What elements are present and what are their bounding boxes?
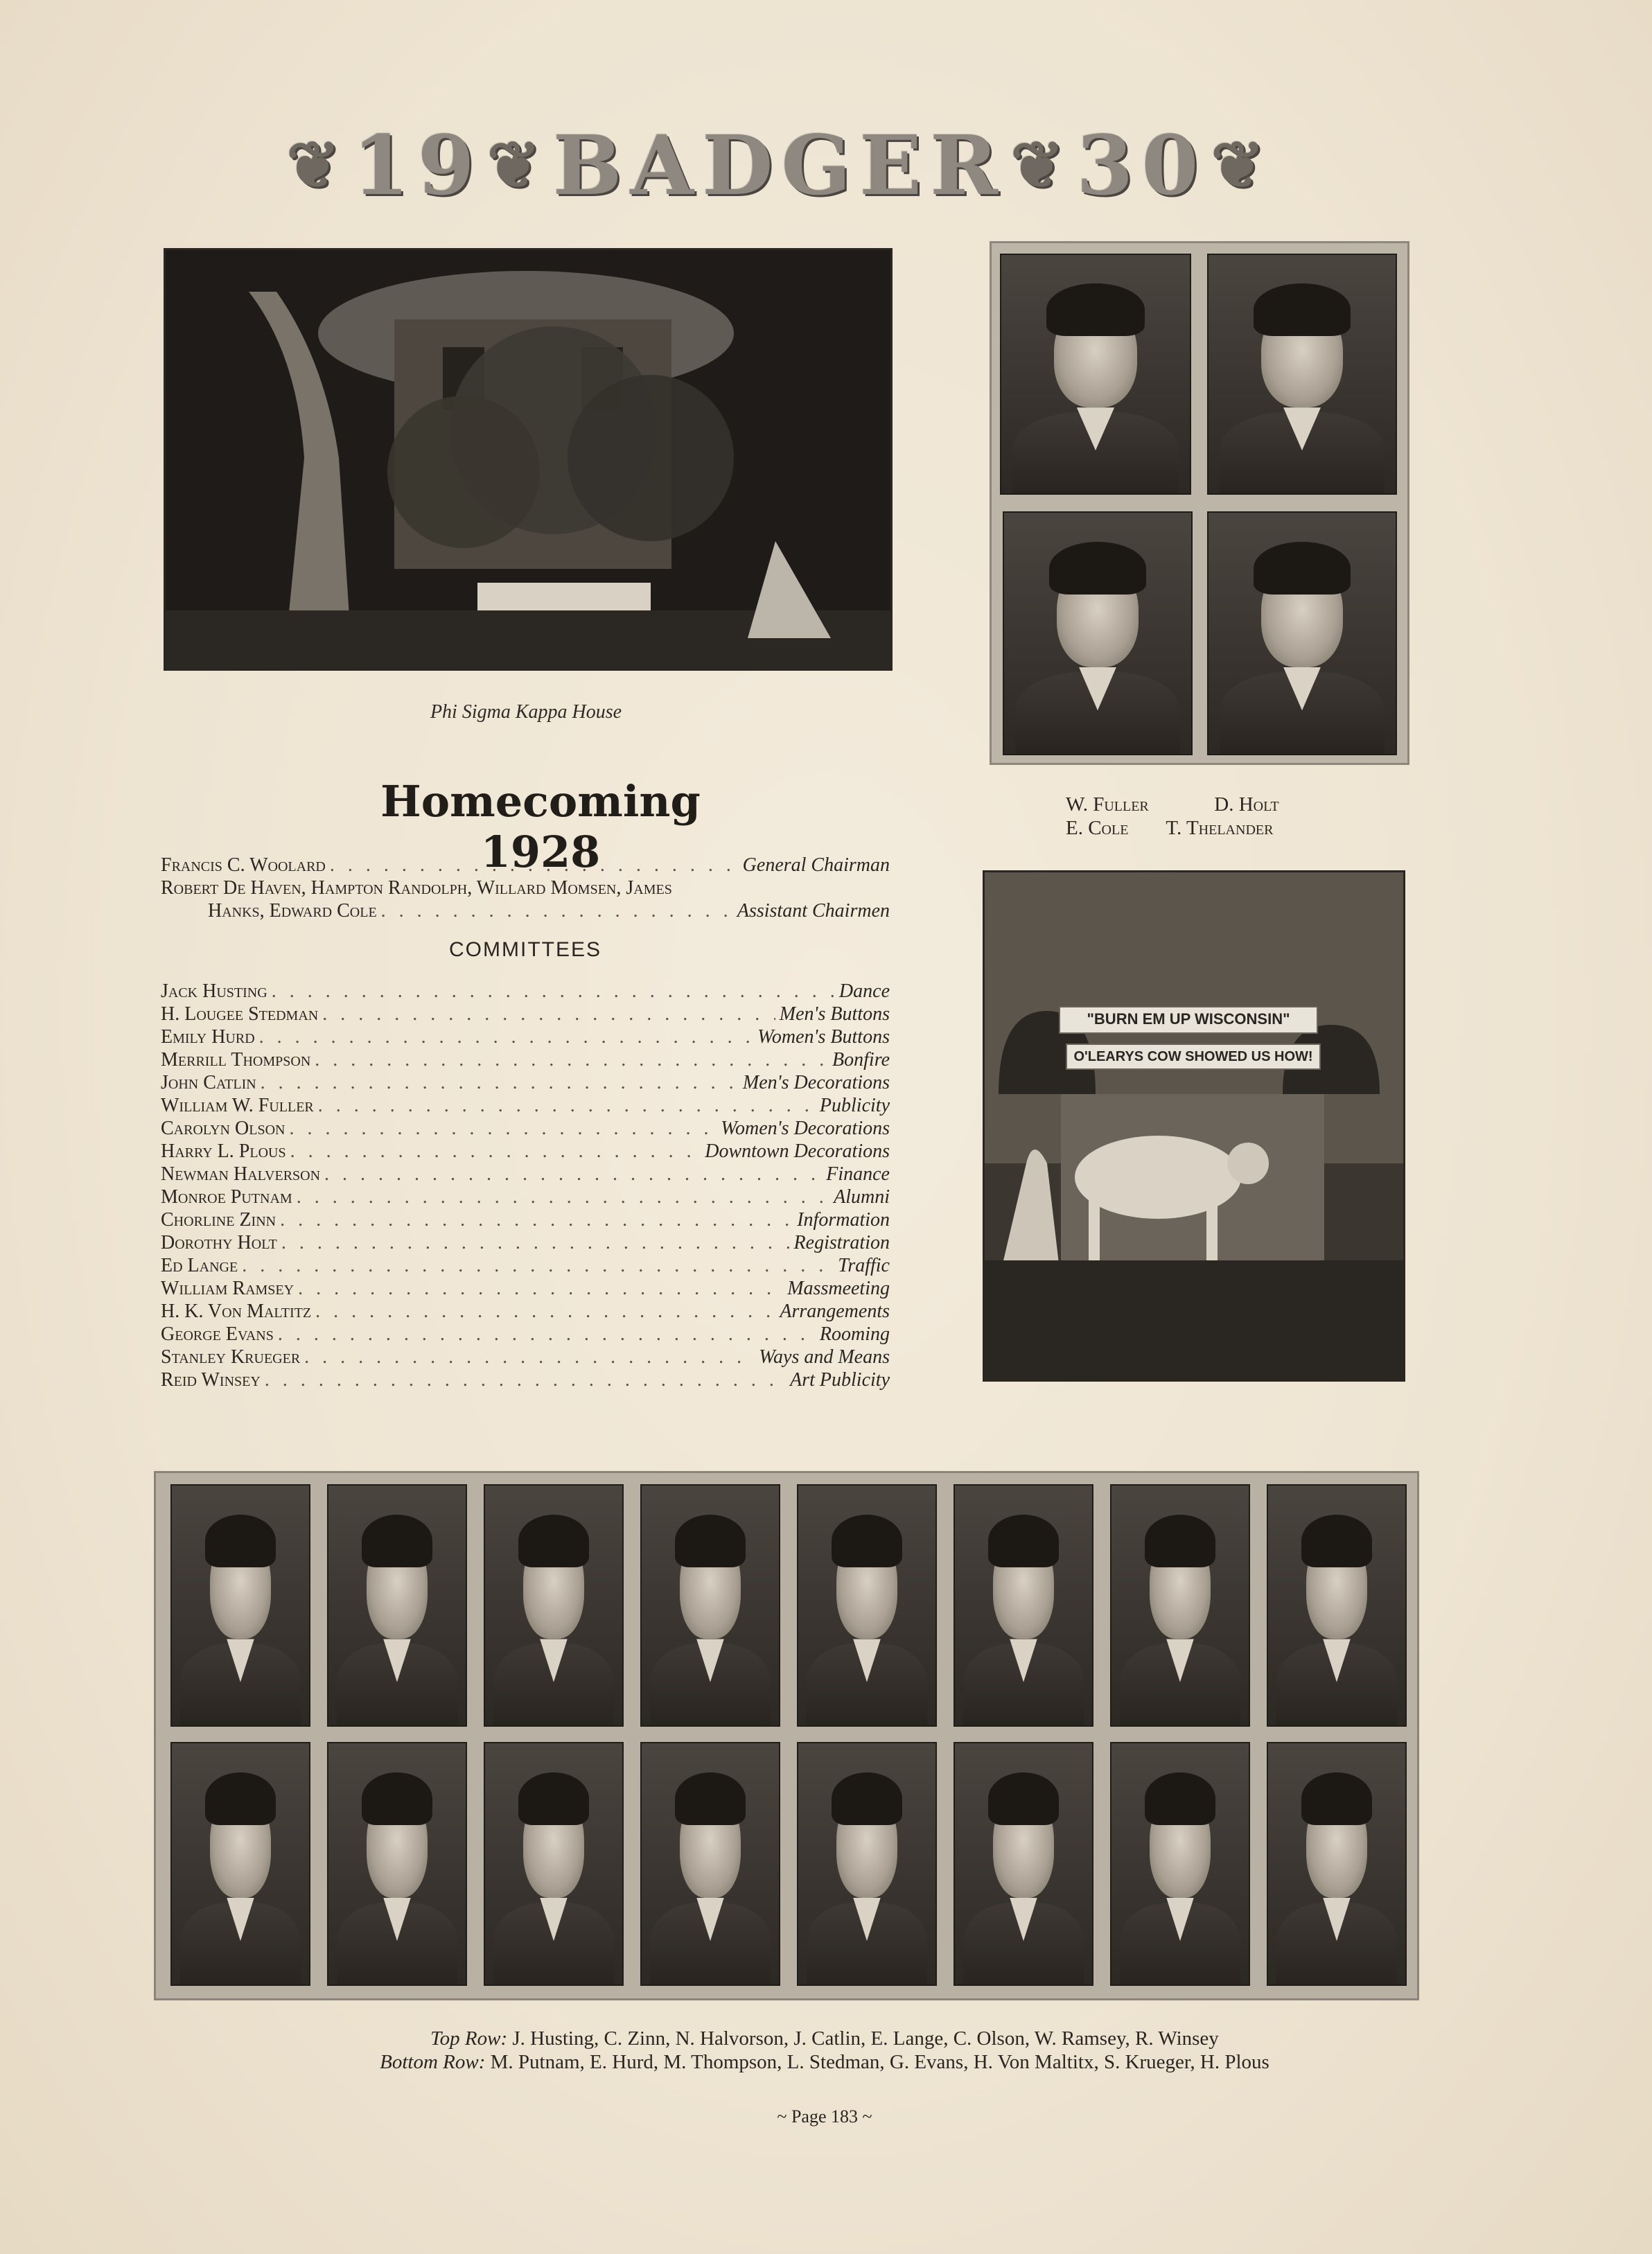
committee-row (161, 1094, 890, 1117)
committee-name: William Ramsey (161, 1278, 295, 1299)
portrait-l-stedman (640, 1742, 780, 1986)
committee-row (161, 1117, 890, 1140)
leader-dots (330, 854, 739, 877)
leader-dots (278, 1323, 816, 1346)
leader-dots (272, 980, 835, 1003)
portrait-t-thelander (1207, 511, 1397, 755)
portrait-j-husting (170, 1484, 310, 1727)
committee-name: Monroe Putnam (161, 1186, 292, 1208)
portrait-w-ramsey (1110, 1484, 1250, 1727)
assistant-chairmen-line2: Hanks, Edward Cole (208, 900, 377, 922)
committee-name: George Evans (161, 1323, 274, 1345)
leader-dots (289, 1117, 717, 1140)
homecoming-heading: Homecoming 1928 (380, 776, 701, 877)
committee-row (161, 1254, 890, 1277)
committee-role: Men's Buttons (779, 1003, 890, 1025)
committee-row (161, 1048, 890, 1071)
portrait-names-line1 (1066, 793, 1279, 816)
leader-dots (322, 1003, 775, 1025)
committee-role: Men's Decorations (742, 1072, 890, 1093)
portrait-e-lange (797, 1484, 937, 1727)
banner-right-year: 30 (1076, 116, 1207, 213)
leader-dots (261, 1071, 739, 1094)
leader-dots (318, 1094, 816, 1117)
top-row-label: Top Row: (430, 2027, 508, 2050)
portrait-g-evans (797, 1742, 937, 1986)
committee-row (161, 1186, 890, 1208)
banner-left-year: 19 (352, 116, 483, 213)
committee-row (161, 1323, 890, 1346)
committee-name: Stanley Krueger (161, 1346, 301, 1368)
committee-row (161, 1003, 890, 1025)
general-chairman-role: General Chairman (742, 854, 890, 876)
name-t-thelander: T. Thelander (1166, 817, 1274, 839)
bottom-row-label: Bottom Row: (380, 2051, 486, 2073)
leader-dots (290, 1140, 701, 1163)
portrait-w-fuller (1000, 254, 1191, 495)
committee-row (161, 1346, 890, 1368)
committee-name: William W. Fuller (161, 1095, 314, 1116)
committee-row (161, 1140, 890, 1163)
committee-name: Carolyn Olson (161, 1118, 285, 1139)
committee-row (161, 1300, 890, 1323)
leader-dots (298, 1277, 783, 1300)
committee-role: Alumni (834, 1186, 890, 1208)
committee-name: John Catlin (161, 1072, 256, 1093)
bottom-row-caption (159, 2051, 1490, 2074)
name-d-holt: D. Holt (1214, 793, 1279, 816)
house-photo-caption: Phi Sigma Kappa House (430, 701, 622, 723)
committee-name: Jack Husting (161, 980, 267, 1002)
banner-title: BADGER (552, 116, 1007, 213)
ornament-icon: ❦ (1010, 127, 1073, 202)
committee-name: Harry L. Plous (161, 1141, 286, 1162)
portrait-r-winsey (1267, 1484, 1407, 1727)
general-chairman-name: Francis C. Woolard (161, 854, 326, 876)
ornament-icon: ❦ (1211, 127, 1273, 202)
committee-row (161, 1025, 890, 1048)
committee-role: Information (797, 1209, 890, 1231)
committee-row (161, 1368, 890, 1391)
committee-role: Ways and Means (759, 1346, 890, 1368)
committee-row (161, 1231, 890, 1254)
portrait-j-catlin (640, 1484, 780, 1727)
committee-name: Chorline Zinn (161, 1209, 276, 1231)
portrait-n-halvorson (484, 1484, 624, 1727)
assistant-chairmen-role: Assistant Chairmen (737, 900, 890, 922)
committee-role: Downtown Decorations (705, 1141, 890, 1162)
committee-name: H. Lougee Stedman (161, 1003, 319, 1025)
leader-dots (280, 1208, 793, 1231)
leader-dots (297, 1186, 829, 1208)
house-photo-drawing (166, 250, 890, 669)
committee-role: Arrangements (780, 1301, 890, 1322)
committee-name: Newman Halverson (161, 1163, 321, 1185)
portrait-c-zinn (327, 1484, 467, 1727)
assistant-chairmen-line1: Robert De Haven, Hampton Randolph, Willard Momsen, James (161, 877, 672, 899)
leader-dots (242, 1254, 834, 1277)
leader-dots (259, 1025, 753, 1048)
leader-dots (381, 899, 733, 922)
portrait-m-putnam (170, 1742, 310, 1986)
committee-row (161, 1163, 890, 1186)
leader-dots (265, 1368, 786, 1391)
committee-name: Reid Winsey (161, 1369, 261, 1391)
committee-role: Women's Decorations (721, 1118, 890, 1139)
house-decoration-photo (164, 248, 893, 671)
portrait-c-olson (954, 1484, 1093, 1727)
leader-dots (315, 1300, 775, 1323)
committee-row (161, 1277, 890, 1300)
committee-row (161, 1071, 890, 1094)
burn-em-up-sign: "BURN EM UP WISCONSIN" (1059, 1006, 1318, 1034)
committee-role: Rooming (819, 1323, 890, 1345)
barn-cow-display-photo (983, 870, 1405, 1382)
committee-role: Finance (826, 1163, 890, 1185)
committee-role: Registration (793, 1232, 890, 1253)
committee-role: Massmeeting (787, 1278, 890, 1299)
name-e-cole: E. Cole (1066, 817, 1129, 839)
yearbook-banner (159, 116, 1400, 213)
committee-row (161, 980, 890, 1003)
committee-role: Dance (838, 980, 890, 1002)
committee-name: H. K. Von Maltitz (161, 1301, 312, 1322)
committee-name: Ed Lange (161, 1255, 238, 1276)
portrait-s-krueger (1110, 1742, 1250, 1986)
committee-role: Publicity (819, 1095, 890, 1116)
leader-dots (324, 1163, 822, 1186)
leader-dots (281, 1231, 790, 1254)
ornament-icon: ❦ (486, 127, 549, 202)
portrait-m-thompson (484, 1742, 624, 1986)
committee-role: Art Publicity (790, 1369, 890, 1391)
bottom-row-names: M. Putnam, E. Hurd, M. Thompson, L. Stedman, G. Evans, H. Von Maltitx, S. Krueger, H. Plous (490, 2051, 1269, 2073)
general-chairman-row (161, 854, 890, 877)
name-w-fuller: W. Fuller (1066, 793, 1149, 816)
committee-role: Bonfire (832, 1049, 890, 1071)
olearys-cow-sign: O'LEARYS COW SHOWED US HOW! (1066, 1044, 1321, 1070)
assistant-chairmen-row (208, 899, 890, 922)
leader-dots (304, 1346, 755, 1368)
top-row-names: J. Husting, C. Zinn, N. Halvorson, J. Catlin, E. Lange, C. Olson, W. Ramsey, R. Winsey (512, 2027, 1219, 2050)
committee-role: Women's Buttons (757, 1026, 890, 1048)
portrait-d-holt (1207, 254, 1397, 495)
committee-name: Emily Hurd (161, 1026, 255, 1048)
ornament-icon: ❦ (286, 127, 349, 202)
committee-name: Merrill Thompson (161, 1049, 311, 1071)
page-number: ~ Page 183 ~ (777, 2106, 872, 2127)
leader-dots (315, 1048, 828, 1071)
committee-row (161, 1208, 890, 1231)
portrait-e-hurd (327, 1742, 467, 1986)
portrait-h-von-maltitx (954, 1742, 1093, 1986)
committee-role: Traffic (838, 1255, 890, 1276)
top-row-caption (159, 2027, 1490, 2050)
portrait-e-cole (1003, 511, 1193, 755)
committees-heading: COMMITTEES (449, 938, 601, 961)
portrait-names-line2 (1066, 816, 1273, 840)
barn-photo-drawing (985, 872, 1403, 1380)
portrait-h-plous (1267, 1742, 1407, 1986)
committee-name: Dorothy Holt (161, 1232, 277, 1253)
